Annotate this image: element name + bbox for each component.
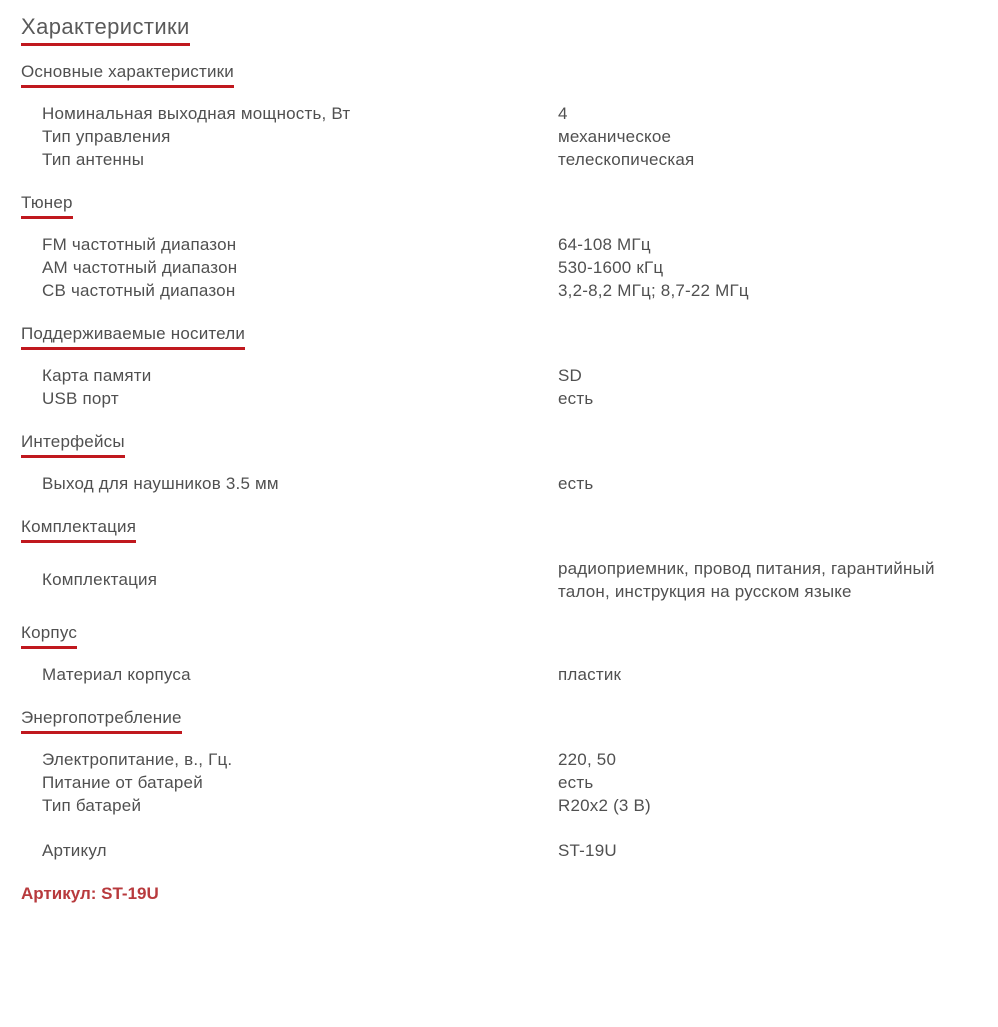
spec-label: CB частотный диапазон bbox=[42, 281, 236, 300]
spec-label: Выход для наушников 3.5 мм bbox=[42, 474, 279, 493]
article-label: Артикул bbox=[42, 841, 107, 860]
spec-label: Материал корпуса bbox=[42, 665, 191, 684]
section-heading-tuner: Тюнер bbox=[21, 193, 73, 219]
spec-value: есть bbox=[558, 474, 594, 493]
spec-value: пластик bbox=[558, 665, 622, 684]
spec-value: радиоприемник, провод питания, гарантийный талон, инструкция на русском языке bbox=[558, 559, 935, 601]
spec-label: Карта памяти bbox=[42, 366, 152, 385]
spec-label: Комплектация bbox=[42, 570, 158, 589]
article-value: ST-19U bbox=[558, 841, 617, 860]
spec-value: есть bbox=[558, 773, 594, 792]
section-heading-interfaces: Интерфейсы bbox=[21, 432, 125, 458]
spec-value: 530-1600 кГц bbox=[558, 258, 664, 277]
spec-value: 3,2-8,2 МГц; 8,7-22 МГц bbox=[558, 281, 749, 300]
spec-value: есть bbox=[558, 389, 594, 408]
spec-label: AM частотный диапазон bbox=[42, 258, 238, 277]
spec-label: Питание от батарей bbox=[42, 773, 203, 792]
spec-label: USB порт bbox=[42, 389, 119, 408]
spec-label: Тип антенны bbox=[42, 150, 145, 169]
spec-label: FM частотный диапазон bbox=[42, 235, 237, 254]
spec-value: R20x2 (3 В) bbox=[558, 796, 651, 815]
spec-value: 4 bbox=[558, 104, 568, 123]
section-heading-power: Энергопотребление bbox=[21, 708, 182, 734]
page-title: Характеристики bbox=[21, 14, 190, 46]
section-heading-media: Поддерживаемые носители bbox=[21, 324, 245, 350]
section-heading-case: Корпус bbox=[21, 623, 77, 649]
spec-label: Электропитание, в., Гц. bbox=[42, 750, 233, 769]
spec-value: 64-108 МГц bbox=[558, 235, 651, 254]
section-heading-main: Основные характеристики bbox=[21, 62, 234, 88]
spec-value: механическое bbox=[558, 127, 672, 146]
spec-label: Тип управления bbox=[42, 127, 171, 146]
section-heading-package: Комплектация bbox=[21, 517, 136, 543]
spec-value: SD bbox=[558, 366, 583, 385]
spec-value: телескопическая bbox=[558, 150, 695, 169]
spec-label: Номинальная выходная мощность, Вт bbox=[42, 104, 351, 123]
spec-value: 220, 50 bbox=[558, 750, 617, 769]
article-footer: Артикул: ST-19U bbox=[21, 884, 159, 903]
spec-label: Тип батарей bbox=[42, 796, 142, 815]
